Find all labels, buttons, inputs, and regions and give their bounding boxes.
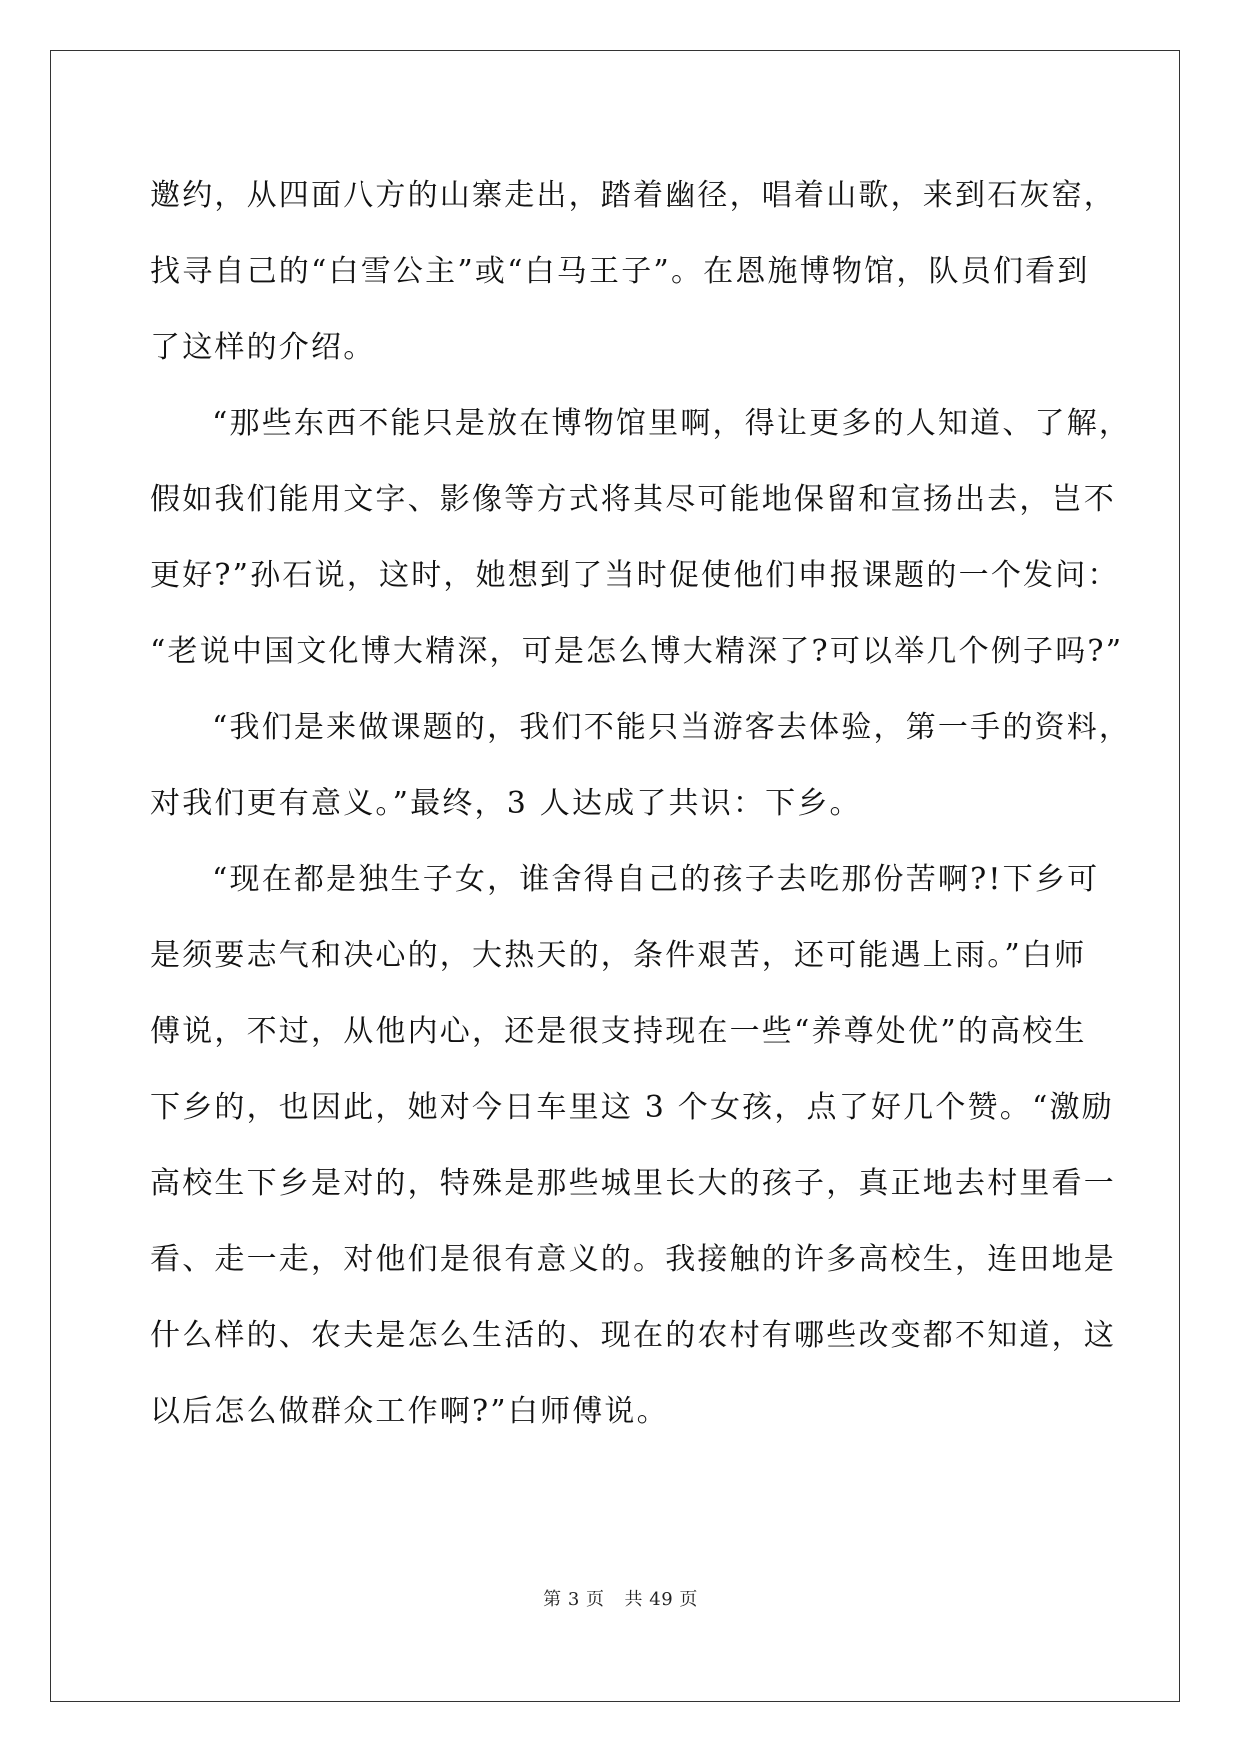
- text-line: 邀约，从四面八方的山寨走出，踏着幽径，唱着山歌，来到石灰窑，: [150, 178, 1116, 213]
- text-line: 找寻自己的“白雪公主”或“白马王子”。在恩施博物馆，队员们看到: [150, 254, 1090, 289]
- text-line: 是须要志气和决心的，大热天的，条件艰苦，还可能遇上雨。”白师: [150, 938, 1087, 973]
- text-line: “我们是来做课题的，我们不能只当游客去体验，第一手的资料，: [212, 710, 1132, 745]
- text-line: 看、走一走，对他们是很有意义的。我接触的许多高校生，连田地是: [150, 1242, 1116, 1277]
- text-line: 什么样的、农夫是怎么生活的、现在的农村有哪些改变都不知道，这: [150, 1318, 1116, 1353]
- text-line: 以后怎么做群众工作啊?”白师傅说。: [150, 1394, 669, 1429]
- text-line: 假如我们能用文字、影像等方式将其尽可能地保留和宣扬出去，岂不: [150, 482, 1116, 517]
- text-line: 高校生下乡是对的，特殊是那些城里长大的孩子，真正地去村里看一: [150, 1166, 1116, 1201]
- document-body: [150, 158, 1132, 1450]
- page-number-total: 共 49 页: [624, 1589, 698, 1610]
- text-line: 傅说，不过，从他内心，还是很支持现在一些“养尊处优”的高校生: [150, 1014, 1087, 1049]
- text-line: “现在都是独生子女，谁舍得自己的孩子去吃那份苦啊?!下乡可: [212, 862, 1100, 897]
- page-footer: [0, 1585, 1241, 1611]
- page-number-current: 第 3 页: [543, 1589, 605, 1610]
- text-line: “老说中国文化博大精深，可是怎么博大精深了?可以举几个例子吗?”: [150, 634, 1124, 669]
- text-line: “那些东西不能只是放在博物馆里啊，得让更多的人知道、了解，: [212, 406, 1132, 441]
- text-line: 对我们更有意义。”最终，3 人达成了共识：下乡。: [150, 786, 862, 821]
- text-line: 了这样的介绍。: [150, 330, 376, 365]
- text-line: 更好?”孙石说，这时，她想到了当时促使他们申报课题的一个发问：: [150, 558, 1120, 593]
- text-line: 下乡的，也因此，她对今日车里这 3 个女孩，点了好几个赞。“激励: [150, 1090, 1114, 1125]
